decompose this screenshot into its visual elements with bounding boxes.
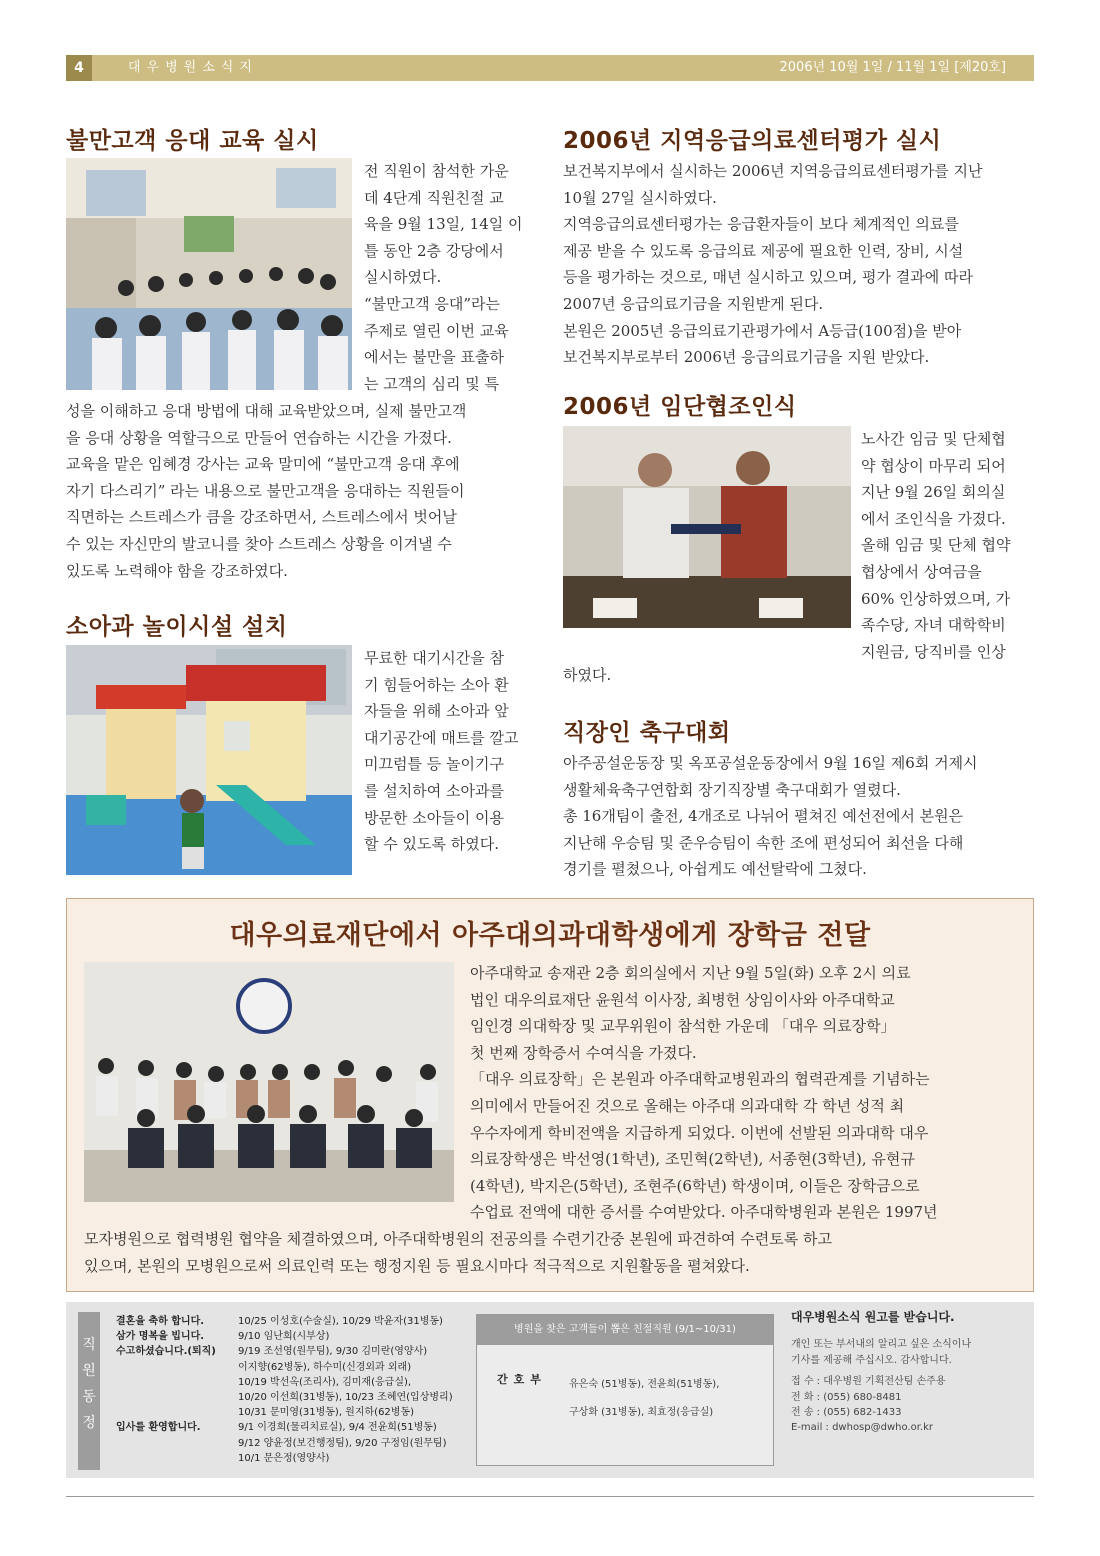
article-body-full [563, 750, 1034, 883]
kind-staff-names [569, 1371, 719, 1427]
article-body-tail [563, 662, 763, 689]
text-line: 에서 조인식을 가졌다. [861, 509, 1006, 528]
text-line: 생활체육축구연합회 장기직장별 축구대회가 열렸다. [563, 780, 901, 799]
text-line: 실시하였다. [364, 268, 442, 287]
text-line: 첫 번째 장학증서 수여식을 가졌다. [470, 1043, 697, 1062]
list-item: 결혼을 축하 합니다. 10/25 이성호(수술실), 10/29 박윤자(31병동) [116, 1316, 443, 1327]
notice-title: 대우병원소식 원고를 받습니다. [791, 1310, 955, 1324]
staff-news-panel [66, 1302, 1034, 1478]
text-line: 제공 받을 수 있도록 응급의료 제공에 필요한 인력, 장비, 시설 [563, 241, 964, 260]
text-line: 지역응급의료센터평가는 응급환자들이 보다 체계적인 의료를 [563, 215, 959, 234]
text-line: 임인경 의대학장 및 교무위원이 참석한 가운데 「대우 의료장학」 [470, 1017, 896, 1036]
text-line: 2007년 응급의료기금을 지원받게 된다. [563, 294, 824, 313]
text-line: 하였다. [563, 666, 612, 684]
article-heading: 소아과 놀이시설 설치 [66, 614, 288, 640]
text-line: 경기를 펼쳤으나, 아쉽게도 예선탈락에 그쳤다. [563, 860, 867, 879]
text-line: 유은숙 (51병동), 전윤희(51병동), [569, 1379, 720, 1390]
text-line: 보건복지부에서 실시하는 2006년 지역응급의료센터평가를 지난 [563, 162, 983, 180]
text-line: 의미에서 만들어진 것으로 올해는 아주대 의과대학 각 학년 성적 최 [470, 1096, 905, 1115]
text-line: 기사를 제공해 주십시오. 감사합니다. [791, 1354, 952, 1366]
text-line: 올해 임금 및 단체 협약 [861, 536, 1011, 555]
kind-staff-title: 병원을 찾은 고객들이 뽑은 친절직원 (9/1~10/31) [477, 1315, 773, 1345]
text-line: 법인 대우의료재단 윤원석 이사장, 최병헌 상임이사와 아주대학교 [470, 990, 895, 1009]
text-line: 는 고객의 심리 및 특 [364, 374, 499, 393]
list-item: 10/1 문은정(영양사) [238, 1452, 330, 1464]
text-line: 교육을 맡은 임혜경 강사는 교육 말미에 “불만고객 응대 후에 [66, 455, 460, 474]
kind-staff-box [476, 1314, 774, 1466]
text-line: 직면하는 스트레스가 큼을 강조하면서, 스트레스에서 벗어날 [66, 508, 457, 527]
feature-body-column [470, 960, 1015, 1226]
text-line: 수업료 전액에 대한 증서를 수여받았다. 아주대학병원과 본원은 1997년 [470, 1203, 938, 1222]
text-line: 약 협상이 마무리 되어 [861, 456, 1006, 475]
article-body-column [364, 645, 536, 858]
notice-contacts [791, 1374, 1021, 1436]
text-line: 의료장학생은 박선영(1학년), 조민혁(2학년), 서종현(3학년), 유현규 [470, 1150, 915, 1169]
page-number: 4 [66, 55, 92, 81]
text-line: 기 힘들어하는 소아 환 [364, 675, 509, 694]
label-char: 동 [82, 1389, 96, 1405]
submission-notice [791, 1310, 1021, 1436]
text-line: 지원금, 당직비를 인상 [861, 642, 1006, 661]
email-text: E-mail : dwhosp@dwho.or.kr [791, 1422, 933, 1434]
text-line: 총 16개팀이 출전, 4개조로 나뉘어 펼쳐진 예선전에서 본원은 [563, 807, 964, 826]
list-item: 10/20 이선희(31병동), 10/23 조혜연(입상병리) [238, 1392, 453, 1404]
text-line: 등을 평가하는 것으로, 매년 실시하고 있으며, 평가 결과에 따라 [563, 268, 973, 287]
feature-body-full [84, 1226, 1014, 1279]
text-line: 족수당, 자녀 대학학비 [861, 616, 1006, 635]
text-line: 무료한 대기시간을 참 [364, 649, 504, 667]
label-char: 원 [82, 1363, 96, 1379]
list-item: 입사를 환영합니다. 9/1 이경희(물리치료실), 9/4 전윤희(51병동) [116, 1422, 437, 1434]
text-line: 10월 27일 실시하였다. [563, 188, 717, 207]
group-photo [84, 962, 454, 1202]
handshake-photo [563, 426, 851, 628]
text-line: 주제로 열린 이번 교육 [364, 321, 509, 340]
text-line: 데 4단계 직원친절 교 [364, 188, 504, 207]
text-line: 자들을 위해 소아과 앞 [364, 702, 509, 721]
kind-staff-dept: 간호부 [497, 1373, 547, 1386]
text-line: 있도록 노력해야 함을 강조하였다. [66, 561, 288, 580]
text-line: 구상화 (31병동), 최효정(응급실) [569, 1407, 714, 1418]
article-heading: 2006년 지역응급의료센터평가 실시 [563, 128, 942, 154]
text-line: 방문한 소아들이 이용 [364, 808, 504, 827]
list-item: 10/19 박선옥(조리사), 김미재(응급실), [238, 1376, 412, 1388]
staff-news-label [78, 1312, 100, 1470]
footer-divider [66, 1496, 1034, 1497]
text-line: 협상에서 상여금을 [861, 562, 982, 581]
playground-photo [66, 645, 352, 875]
article-body-full [563, 158, 1034, 371]
text-line: 할 수 있도록 하였다. [364, 835, 499, 854]
text-line: 지난 9월 26일 회의실 [861, 483, 1006, 502]
list-item: 10/31 문미영(31병동), 원지하(62병동) [238, 1407, 415, 1419]
text-line: 있으며, 본원의 모병원으로써 의료인력 또는 행정지원 등 필요시마다 적극적으로 지원활동을 펼쳐왔다. [84, 1256, 750, 1275]
text-line: 전 직원이 참석한 가운 [364, 162, 509, 180]
text-line: (4학년), 박지은(5학년), 조현주(6학년) 학생이며, 이들은 장학금으로 [470, 1176, 920, 1195]
newsletter-title: 대우병원소식지 [128, 60, 258, 75]
notice-desc [791, 1337, 1021, 1368]
text-line: 본원은 2005년 응급의료기관평가에서 A등급(100점)을 받아 [563, 321, 962, 340]
list-item: 수고하셨습니다.(퇴직) 9/19 조선영(원무팀), 9/30 김미란(영양사) [116, 1346, 428, 1358]
text-line: “불만고객 응대”라는 [364, 294, 501, 313]
label-char: 직 [82, 1337, 96, 1353]
text-line: 전 송 : (055) 682-1433 [791, 1407, 902, 1419]
text-line: 전 화 : (055) 680-8481 [791, 1391, 902, 1403]
staff-news-list [116, 1314, 453, 1466]
article-body-column [364, 158, 536, 397]
text-line: 지난해 우승팀 및 준우승팀이 속한 조에 편성되어 최선을 다해 [563, 833, 964, 852]
text-line: 노사간 임금 및 단체협 [861, 430, 1006, 448]
text-line: 60% 인상하였으며, 가 [861, 589, 1011, 608]
header-bar [66, 55, 1034, 81]
list-item: 삼가 명복을 빕니다. 9/10 임난희(시부상) [116, 1331, 330, 1343]
article-heading: 불만고객 응대 교육 실시 [66, 128, 319, 154]
text-line: 아주공설운동장 및 옥포공설운동장에서 9월 16일 제6회 거제시 [563, 754, 978, 772]
text-line: 보건복지부로부터 2006년 응급의료기금을 지원 받았다. [563, 348, 930, 367]
issue-info: 2006년 10월 1일 / 11월 1일 [제20호] [779, 60, 1006, 75]
article-body-column [861, 426, 1034, 665]
text-line: 을 응대 상황을 역할극으로 만들어 연습하는 시간을 가졌다. [66, 428, 452, 447]
label-char: 정 [82, 1415, 96, 1431]
article-heading: 직장인 축구대회 [563, 720, 731, 746]
text-line: 우수자에게 학비전액을 지급하게 되었다. 이번에 선발된 의과대학 대우 [470, 1123, 929, 1142]
text-line: 성을 이해하고 응대 방법에 대해 교육받았으며, 실제 불만고객 [66, 402, 467, 420]
text-line: 개인 또는 부서내의 알리고 싶은 소식이나 [791, 1339, 972, 1351]
list-item: 이지향(62병동), 하수미(신경외과 외래) [238, 1361, 412, 1373]
text-line: 자기 다스리기” 라는 내용으로 불만고객을 응대하는 직원들이 [66, 481, 465, 500]
text-line: 틀 동안 2층 강당에서 [364, 241, 504, 260]
text-line: 미끄럼틀 등 놀이기구 [364, 755, 504, 774]
text-line: 대기공간에 매트를 깔고 [364, 728, 519, 747]
text-line: 수 있는 자신만의 발코니를 찾아 스트레스 상황을 이겨낼 수 [66, 534, 452, 553]
text-line: 에서는 불만을 표출하 [364, 348, 504, 367]
article-body-full [66, 398, 536, 584]
list-item: 9/12 양윤정(보건행정팀), 9/20 구정임(원무팀) [238, 1437, 447, 1449]
article-heading: 2006년 임단협조인식 [563, 394, 797, 420]
feature-heading: 대우의료재단에서 아주대의과대학생에게 장학금 전달 [229, 920, 871, 951]
text-line: 아주대학교 송재관 2층 회의실에서 지난 9월 5일(화) 오후 2시 의료 [470, 964, 911, 982]
text-line: 를 설치하여 소아과를 [364, 781, 504, 800]
text-line: 모자병원으로 협력병원 협약을 체결하였으며, 아주대학병원의 전공의를 수련기간중 본원에 파견하여 수련토록 하고 [84, 1230, 832, 1248]
text-line: 「대우 의료장학」은 본원과 아주대학교병원과의 협력관계를 기념하는 [470, 1070, 930, 1089]
text-line: 육을 9월 13일, 14일 이 [364, 215, 523, 234]
seminar-photo [66, 158, 352, 390]
text-line: 접 수 : 대우병원 기획전산팀 손주용 [791, 1376, 946, 1388]
